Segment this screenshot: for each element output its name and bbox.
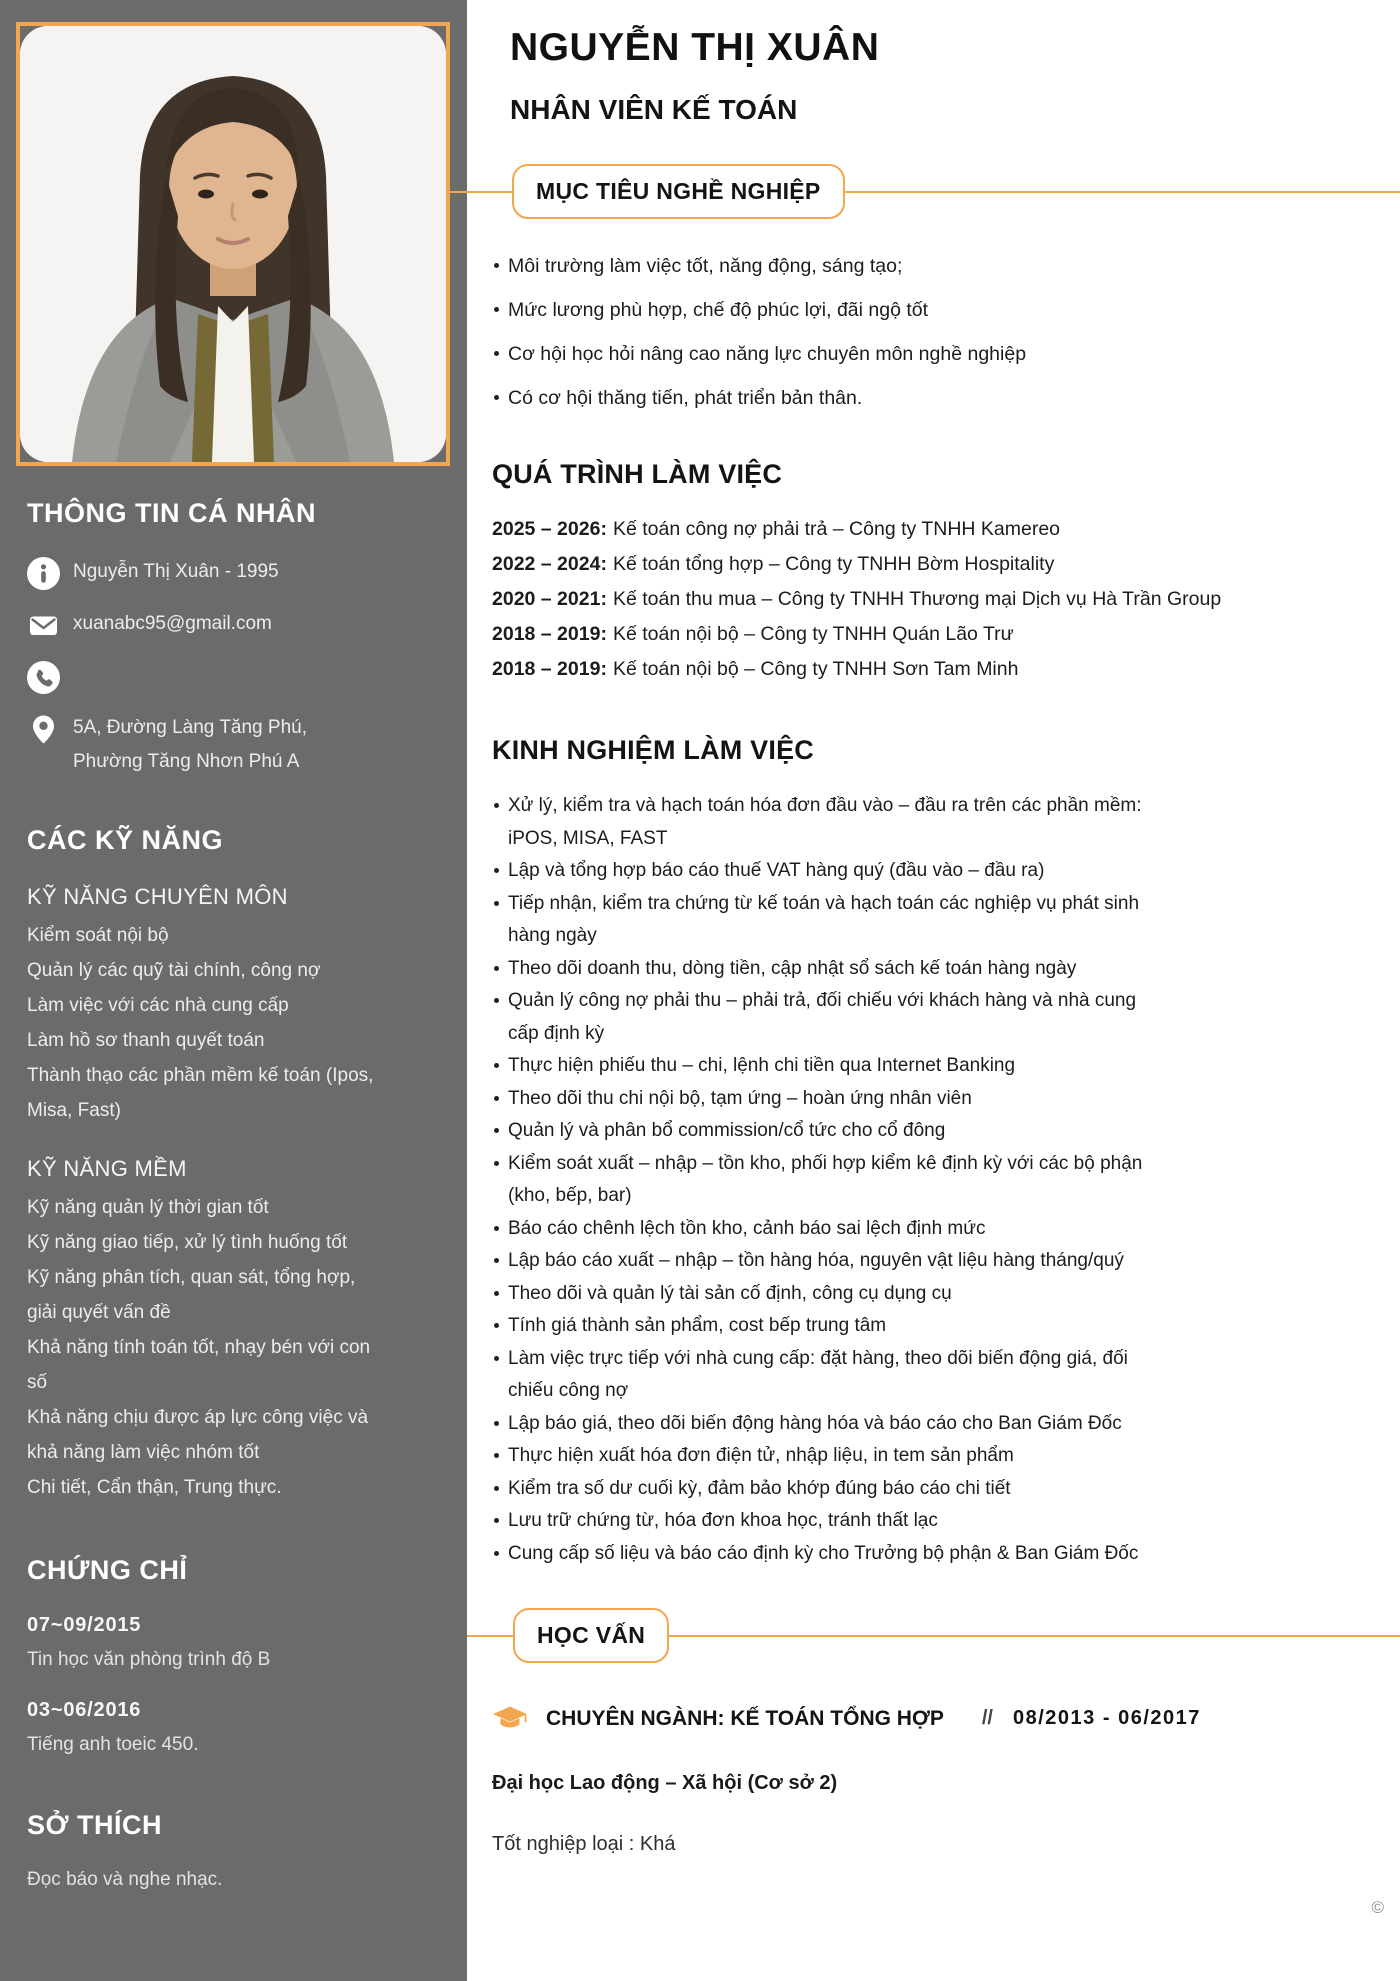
education-grade: Tốt nghiệp loại : Khá (492, 1833, 676, 1855)
hobbies-text: Đọc báo và nghe nhạc. (27, 1869, 223, 1890)
work-description: Kế toán thu mua – Công ty TNHH Thương mại Dịch vụ Hà Trần Group (612, 588, 1222, 610)
skills-heading: CÁC KỸ NĂNG (27, 825, 224, 855)
contact-list (27, 555, 443, 779)
skill-item: Khả năng chịu được áp lực công việc và khả năng làm việc nhóm tốt (27, 1407, 369, 1463)
experience-item: Lưu trữ chứng từ, hóa đơn khoa học, tránh thất lạc (492, 1505, 1152, 1538)
work-period: 2022 – 2024: (492, 553, 607, 575)
work-period: 2020 – 2021: (492, 588, 607, 610)
info-icon (27, 555, 73, 590)
experience-list (492, 790, 1152, 1570)
profile-photo (20, 26, 446, 462)
skill-item: Kỹ năng giao tiếp, xử lý tình huống tốt (27, 1232, 348, 1253)
experience-item: Thực hiện xuất hóa đơn điện tử, nhập liệu, in tem sản phẩm (492, 1440, 1152, 1473)
hard-skills-subheading: KỸ NĂNG CHUYÊN MÔN (27, 884, 288, 909)
education-heading: HỌC VẤN (513, 1608, 669, 1663)
experience-item: Lập báo giá, theo dõi biến động hàng hóa và báo cáo cho Ban Giám Đốc (492, 1408, 1152, 1441)
skill-item: Chi tiết, Cẩn thận, Trung thực. (27, 1477, 282, 1498)
work-history-item (492, 617, 1252, 652)
main-content (467, 0, 1400, 1981)
skill-item: Thành thạo các phần mềm kế toán (Ipos, Misa, Fast) (27, 1065, 374, 1121)
skill-item: Làm hồ sơ thanh quyết toán (27, 1030, 265, 1051)
work-history-list (492, 512, 1252, 687)
work-period: 2018 – 2019: (492, 623, 607, 645)
sidebar (0, 0, 467, 1981)
copyright-icon: © (1371, 1898, 1384, 1917)
certificate-period: 03~06/2016 (27, 1699, 142, 1721)
contact-row-phone (27, 659, 443, 701)
skill-item: Quản lý các quỹ tài chính, công nợ (27, 960, 321, 981)
education-major-row (492, 1705, 1400, 1732)
contact-row-name (27, 555, 443, 597)
education-section-header (467, 1608, 1400, 1663)
objective-item: Có cơ hội thăng tiến, phát triển bản thân. (492, 381, 1132, 415)
experience-item: Lập và tổng hợp báo cáo thuế VAT hàng quý (đầu vào – đầu ra) (492, 855, 1152, 888)
objective-item: Môi trường làm việc tốt, năng động, sáng tạo; (492, 249, 1132, 283)
experience-item: Thực hiện phiếu thu – chi, lệnh chi tiền qua Internet Banking (492, 1050, 1152, 1083)
certificates-heading: CHỨNG CHỈ (27, 1555, 188, 1585)
experience-item: Cung cấp số liệu và báo cáo định kỳ cho Trưởng bộ phận & Ban Giám Đốc (492, 1538, 1152, 1571)
work-history-heading: QUÁ TRÌNH LÀM VIỆC (492, 459, 783, 489)
hobbies-heading: SỞ THÍCH (27, 1810, 163, 1840)
contact-row-address (27, 711, 443, 779)
skill-item: Kỹ năng quản lý thời gian tốt (27, 1197, 269, 1218)
experience-item: Theo dõi và quản lý tài sản cố định, công cụ dụng cụ (492, 1278, 1152, 1311)
experience-item: Theo dõi doanh thu, dòng tiền, cập nhật sổ sách kế toán hàng ngày (492, 953, 1152, 986)
experience-item: Xử lý, kiểm tra và hạch toán hóa đơn đầu vào – đầu ra trên các phần mềm: iPOS, MISA, FAST (492, 790, 1152, 855)
work-description: Kế toán nội bộ – Công ty TNHH Quán Lão Trư (612, 623, 1014, 645)
objective-section-header (450, 164, 1400, 219)
experience-item: Kiểm soát xuất – nhập – tồn kho, phối hợp kiểm kê định kỳ với các bộ phận (kho, bếp, bar) (492, 1148, 1152, 1213)
skill-item: Kiểm soát nội bộ (27, 925, 169, 946)
certificates-section (27, 1555, 443, 1756)
education-period: 08/2013 - 06/2017 (1013, 1707, 1201, 1729)
experience-item: Theo dõi thu chi nội bộ, tạm ứng – hoàn ứng nhân viên (492, 1083, 1152, 1116)
work-description: Kế toán công nợ phải trả – Công ty TNHH Kamereo (612, 518, 1061, 540)
mail-icon (27, 607, 73, 642)
graduation-cap-icon (492, 1705, 528, 1732)
skill-item: Kỹ năng phân tích, quan sát, tổng hợp, giải quyết vấn đề (27, 1267, 356, 1323)
contact-address-text: 5A, Đường Làng Tăng Phú, Phường Tăng Nhơn Phú A (73, 717, 307, 772)
education-school: Đại học Lao động – Xã hội (Cơ sở 2) (492, 1772, 838, 1794)
objective-item: Cơ hội học hỏi nâng cao năng lực chuyên môn nghề nghiệp (492, 337, 1132, 371)
education-separator: // (981, 1707, 993, 1729)
phone-icon (27, 659, 73, 694)
location-icon (27, 711, 73, 746)
job-title: NHÂN VIÊN KẾ TOÁN (510, 94, 798, 125)
work-history-item (492, 547, 1252, 582)
experience-item: Tiếp nhận, kiểm tra chứng từ kế toán và hạch toán các nghiệp vụ phát sinh hàng ngày (492, 888, 1152, 953)
objective-list (492, 249, 1132, 415)
contact-row-email (27, 607, 443, 649)
experience-item: Kiểm tra số dư cuối kỳ, đảm bảo khớp đúng báo cáo chi tiết (492, 1473, 1152, 1506)
hard-skills-list (27, 918, 387, 1128)
soft-skills-list (27, 1190, 387, 1505)
sidebar-content (27, 498, 443, 1891)
experience-heading: KINH NGHIỆM LÀM VIỆC (492, 735, 815, 765)
portrait-illustration (20, 26, 446, 462)
skills-section (27, 825, 443, 1505)
experience-item: Lập báo cáo xuất – nhập – tồn hàng hóa, nguyên vật liệu hàng tháng/quý (492, 1245, 1152, 1278)
work-history-item (492, 652, 1252, 687)
experience-item: Quản lý công nợ phải thu – phải trả, đối chiếu với khách hàng và nhà cung cấp định kỳ (492, 985, 1152, 1050)
work-history-item (492, 512, 1252, 547)
work-period: 2025 – 2026: (492, 518, 607, 540)
experience-item: Quản lý và phân bổ commission/cổ tức cho cổ đông (492, 1115, 1152, 1148)
work-period: 2018 – 2019: (492, 658, 607, 680)
experience-item: Làm việc trực tiếp với nhà cung cấp: đặt hàng, theo dõi biến động giá, đối chiếu công nợ (492, 1343, 1152, 1408)
work-history-item (492, 582, 1252, 617)
person-name: NGUYỄN THỊ XUÂN (510, 26, 880, 69)
objective-heading: MỤC TIÊU NGHỀ NGHIỆP (512, 164, 845, 219)
skill-item: Làm việc với các nhà cung cấp (27, 995, 289, 1016)
hobbies-section (27, 1810, 443, 1891)
experience-item: Tính giá thành sản phẩm, cost bếp trung tâm (492, 1310, 1152, 1343)
certificate-name: Tiếng anh toeic 450. (27, 1734, 199, 1755)
experience-item: Báo cáo chênh lệch tồn kho, cảnh báo sai lệch định mức (492, 1213, 1152, 1246)
personal-info-heading: THÔNG TIN CÁ NHÂN (27, 498, 316, 528)
work-description: Kế toán nội bộ – Công ty TNHH Sơn Tam Minh (612, 658, 1019, 680)
certificate-period: 07~09/2015 (27, 1614, 142, 1636)
education-major: CHUYÊN NGÀNH: KẾ TOÁN TỔNG HỢP (546, 1706, 944, 1730)
photo-frame (16, 22, 450, 466)
certificate-name: Tin học văn phòng trình độ B (27, 1649, 271, 1670)
work-description: Kế toán tổng hợp – Công ty TNHH Bờm Hospitality (612, 553, 1055, 575)
contact-name-text: Nguyễn Thị Xuân - 1995 (73, 561, 279, 582)
skill-item: Khả năng tính toán tốt, nhạy bén với con số (27, 1337, 371, 1393)
objective-item: Mức lương phù hợp, chế độ phúc lợi, đãi ngộ tốt (492, 293, 1132, 327)
contact-email-text: xuanabc95@gmail.com (73, 613, 272, 634)
soft-skills-subheading: KỸ NĂNG MỀM (27, 1156, 187, 1181)
